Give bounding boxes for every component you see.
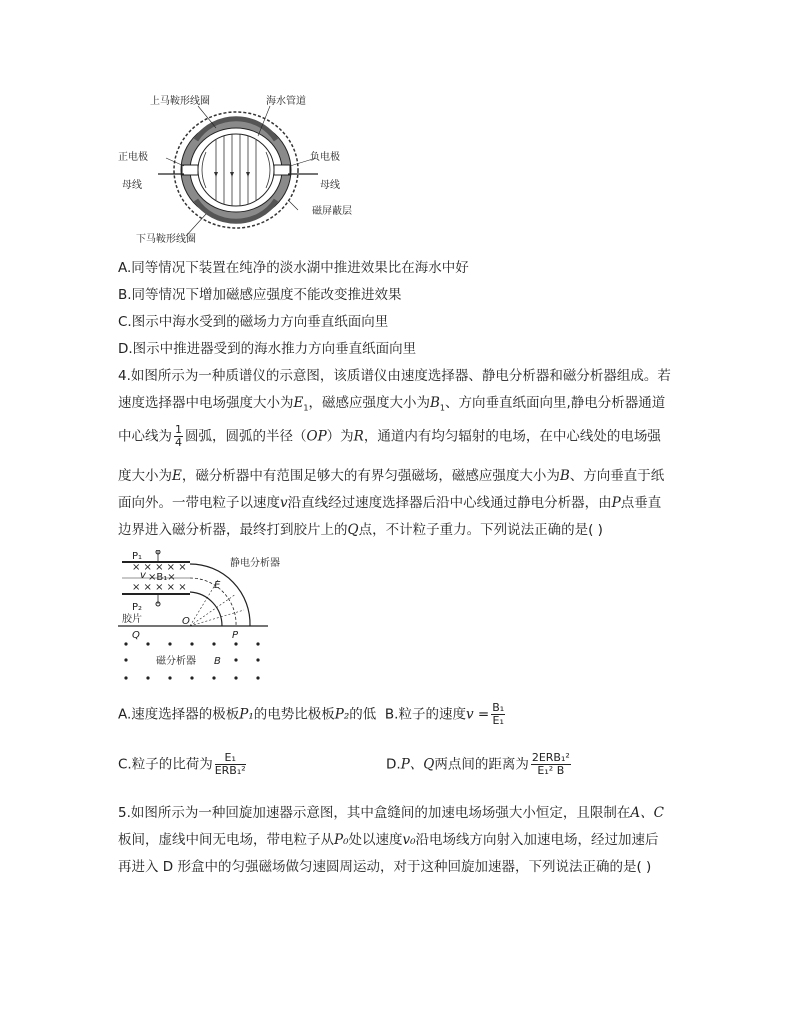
label-bus-right: 母线	[320, 180, 340, 191]
q4-line-1: 4.如图所示为一种质谱仪的示意图，该质谱仪由速度选择器、静电分析器和磁分析器组成。若	[118, 368, 671, 384]
q4-line-5	[118, 493, 661, 513]
q4-text: 圆弧，圆弧的半径（	[185, 428, 307, 445]
q4-text: ，磁分析器中有范围足够大的有界匀强磁场，磁感应强度大小为	[181, 468, 560, 484]
sym-r: R	[353, 428, 364, 445]
q3-option-c: C.图示中海水受到的磁场力方向垂直纸面向里	[118, 314, 389, 330]
q4-text: 点，不计粒子重力。下列说法正确的是( )	[358, 522, 603, 538]
fraction-c: $\frac{\text{E₁}}{\text{ERB₁²}}$	[214, 751, 246, 777]
label-msa: 磁分析器	[156, 656, 196, 667]
label-x-row-2: × × × × ×	[132, 582, 187, 593]
label-b1: ×B₁×	[148, 572, 176, 583]
sym-b1: B	[429, 395, 440, 411]
sym-pq: P、Q	[400, 756, 435, 773]
figure-mhd-thruster	[118, 92, 378, 247]
q4-text: 、方向垂直纸面向里,静电分析器通道	[444, 395, 666, 411]
q4-line-2	[118, 393, 665, 419]
q3-option-a: A.同等情况下装置在纯净的淡水湖中推进效果比在海水中好	[118, 260, 469, 276]
sym-v0: v₀	[402, 832, 416, 848]
fraction-b: $\frac{\text{B₁}}{\text{E₁}}$	[492, 701, 505, 727]
q4-text: 、方向垂直于纸	[569, 468, 665, 484]
q5-line-3: 再进入 D 形盒中的匀强磁场做匀速圆周运动，对于这种回旋加速器，下列说法正确的是( )	[118, 859, 652, 875]
q4-option-c	[118, 752, 248, 777]
sym-b: B	[559, 468, 570, 484]
q3-option-b: B.同等情况下增加磁感应强度不能改变推进效果	[118, 287, 402, 303]
label-seawater-pipe: 海水管道	[266, 96, 306, 107]
sym-p1: P₁	[239, 706, 254, 723]
opt-text: B.粒子的速度	[384, 706, 466, 723]
sym-q: Q	[347, 522, 359, 538]
q4-text: 面向外。一带电粒子以速度	[118, 495, 280, 511]
q4-options-ab: A.速度选择器的极板P₁的电势比极板P₂的低 B.粒子的速度v = $\frac{\text{B₁}}{\text{E₁}}$	[118, 701, 505, 727]
opt-text: A.速度选择器的极板	[118, 706, 240, 723]
label-e: E	[214, 580, 221, 591]
label-neg-electrode: 负电极	[310, 152, 340, 163]
figure-mass-spectrometer	[118, 550, 298, 685]
sym-e1: E	[293, 395, 304, 411]
q5-text: 板间，虚线中间无电场，带电粒子从	[118, 832, 334, 848]
q5-line-1	[118, 803, 664, 823]
opt-text: C.粒子的比荷为	[118, 756, 213, 773]
q5-text: 处以速度	[348, 832, 403, 848]
sym-p2: P₂	[334, 706, 350, 723]
sym-v: v	[280, 495, 288, 511]
label-o: O	[182, 616, 190, 627]
q5-line-2	[118, 830, 659, 850]
q4-text: 度大小为	[118, 468, 172, 484]
fraction-quarter: $\frac{1}{4}$	[175, 423, 182, 449]
label-pos-electrode: 正电极	[118, 152, 148, 163]
q4-line-6	[118, 520, 603, 540]
q4-text: ，磁感应强度大小为	[308, 395, 430, 411]
label-bus-left: 母线	[122, 180, 142, 191]
q5-text: 沿电场线方向射入加速电场，经过加速后	[415, 832, 659, 848]
opt-text: 两点间的距离为	[434, 756, 529, 773]
label-shield: 磁屏蔽层	[312, 206, 352, 217]
label-lower-coil: 下马鞍形线圈	[136, 234, 196, 245]
label-p2: P₂	[132, 602, 143, 613]
opt-text: 的低	[349, 706, 377, 723]
label-film: 胶片	[122, 614, 142, 625]
q4-text: 边界进入磁分析器，最终打到胶片上的	[118, 522, 348, 538]
label-b: B	[214, 656, 221, 667]
q3-option-d: D.图示中推进器受到的海水推力方向垂直纸面向里	[118, 341, 417, 357]
q4-text: 中心线为	[118, 428, 172, 445]
q4-text: ，通道内有均匀辐射的电场，在中心线处的电场强	[363, 428, 661, 445]
opt-text: 的电势比极板	[253, 706, 335, 723]
sym-e: E	[172, 468, 182, 484]
q5-text: 5.如图所示为一种回旋加速器示意图，其中盒缝间的加速电场场强大小恒定，且限制在	[118, 805, 631, 821]
q4-text: 点垂直	[620, 495, 662, 511]
fraction-d: $\frac{\text{2ERB₁²}}{\text{E₁² B}}$	[531, 751, 570, 777]
label-upper-coil: 上马鞍形线圈	[150, 96, 210, 107]
sym-ac: A、C	[630, 805, 664, 821]
q4-text: 沿直线经过速度选择器后沿中心线通过静电分析器，由	[287, 495, 612, 511]
sub: 1	[303, 403, 309, 413]
label-q: Q	[132, 630, 140, 641]
label-v: v	[140, 570, 146, 581]
label-esa: 静电分析器	[230, 558, 280, 569]
q4-option-d	[386, 752, 573, 777]
label-p: P	[232, 630, 239, 641]
q4-text: ）为	[326, 428, 354, 445]
sym-p: P	[611, 495, 621, 511]
q4-line-3	[118, 424, 661, 449]
q4-line-4	[118, 466, 664, 486]
label-x-row-1: × × × × ×	[132, 562, 187, 573]
opt-text: D.	[386, 756, 401, 773]
label-p1: P₁	[132, 551, 143, 562]
q4-text: 速度选择器中电场强度大小为	[118, 395, 294, 411]
sym-p0: P₀	[334, 832, 349, 848]
sym-op: OP	[306, 428, 327, 445]
sub: 1	[439, 403, 445, 413]
